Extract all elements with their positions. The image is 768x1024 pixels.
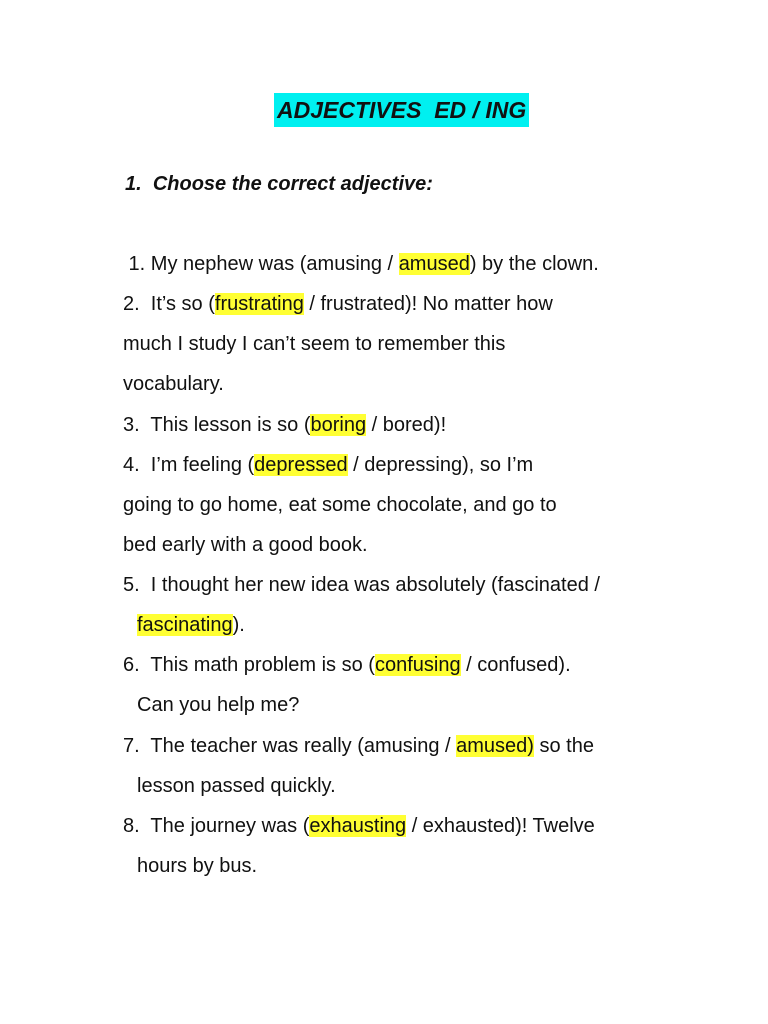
line-text: / frustrated)! No matter how: [303, 293, 553, 315]
line-text: 7. The teacher was really (amusing /: [123, 735, 457, 757]
exercise-line: [123, 452, 533, 478]
line-text: / exhausted)! Twelve: [406, 815, 595, 837]
highlighted-answer: frustrating: [214, 293, 304, 315]
exercise-line: [123, 813, 595, 839]
exercise-line: [123, 251, 599, 277]
exercise-line: [137, 612, 245, 638]
exercise-number: 1.: [125, 173, 142, 195]
line-text: hours by bus.: [137, 855, 258, 877]
highlighted-answer: amused): [456, 735, 534, 757]
line-text: 2. It’s so (: [123, 293, 215, 315]
line-text: 6. This math problem is so (: [123, 654, 375, 676]
exercise-line: [123, 733, 594, 759]
line-text: so the: [533, 735, 594, 757]
document-title: ADJECTIVES ED / ING: [274, 93, 529, 127]
exercise-line: [123, 492, 557, 518]
highlighted-answer: confusing: [374, 654, 461, 676]
exercise-line: [123, 652, 571, 678]
exercise-line: [123, 572, 600, 598]
exercise-line: [123, 291, 553, 317]
exercise-line: [137, 773, 336, 799]
line-text: bed early with a good book.: [123, 534, 368, 556]
highlighted-answer: fascinating: [137, 614, 233, 636]
exercise-line: [137, 692, 299, 718]
line-text: 5. I thought her new idea was absolutely (fascinated /: [123, 574, 600, 596]
exercise-line: [137, 853, 257, 879]
line-text: 1. My nephew was (amusing /: [123, 253, 399, 275]
line-text: much I study I can’t seem to remember this: [123, 333, 506, 355]
line-text: going to go home, eat some chocolate, and go to: [123, 494, 557, 516]
line-text: vocabulary.: [123, 373, 224, 395]
line-text: lesson passed quickly.: [137, 775, 336, 797]
line-text: / depressing), so I’m: [347, 454, 534, 476]
line-text: / confused).: [460, 654, 571, 676]
line-text: ) by the clown.: [469, 253, 599, 275]
line-text: 8. The journey was (: [123, 815, 310, 837]
line-text: Can you help me?: [137, 694, 300, 716]
exercise-instruction: Choose the correct adjective:: [152, 173, 433, 195]
highlighted-answer: depressed: [254, 454, 348, 476]
line-text: / bored)!: [366, 414, 447, 436]
exercise-line: [123, 331, 505, 357]
highlighted-answer: exhausting: [309, 815, 407, 837]
highlighted-answer: amused: [398, 253, 470, 275]
exercise-line: [123, 371, 224, 397]
line-text: ).: [232, 614, 245, 636]
exercise-heading: [125, 170, 433, 198]
highlighted-answer: boring: [310, 414, 367, 436]
exercise-line: [123, 412, 446, 438]
line-text: 3. This lesson is so (: [123, 414, 311, 436]
line-text: 4. I’m feeling (: [123, 454, 255, 476]
exercise-line: [123, 532, 368, 558]
